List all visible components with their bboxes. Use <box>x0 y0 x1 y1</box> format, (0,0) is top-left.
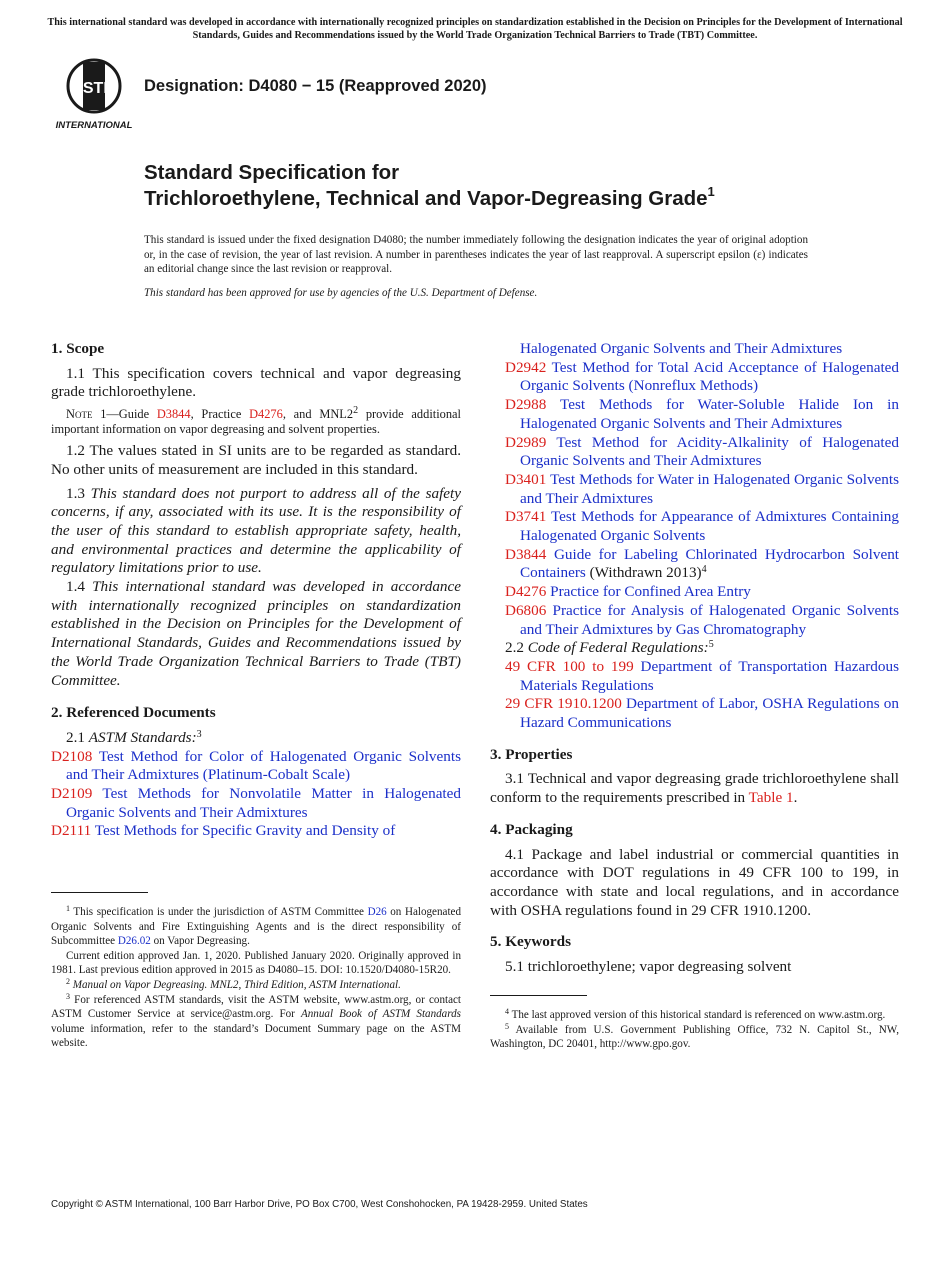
footnote-2: $^2$ Manual on Vapor Degreasing. MNL2, Third Edition, ASTM International. <box>66 976 401 991</box>
reference-item[interactable]: D2109 Test Methods for Nonvolatile Matter in Halogenated Organic Solvents and Their Admixtures <box>51 785 461 821</box>
footnote-5: $^5$ Available from U.S. Government Publishing Office, 732 N. Capitol St., NW, Washington, DC 20401, http://www.gpo.gov. <box>490 1021 899 1051</box>
footnotes-left <box>51 892 461 1051</box>
left-column <box>51 340 462 1050</box>
reference-item[interactable]: D2942 Test Method for Total Acid Acceptance of Halogenated Organic Solvents (Nonreflux Methods) <box>505 358 899 395</box>
footnote-3: $^3$ For referenced ASTM standards, visit the ASTM website, www.astm.org, or contact ASTM Customer Service at service@astm.org. For Annual Book of ASTM Standards volume information, refer to the standard’s Document Summary page on the ASTM website. <box>51 991 461 1050</box>
cfr-item[interactable]: 29 CFR 1910.1200 Department of Labor, OSHA Regulations on Hazard Communications <box>505 695 899 732</box>
link-d3844[interactable]: D3844 <box>156 407 191 422</box>
reference-item[interactable]: D2111 Test Methods for Specific Gravity and Density of <box>51 822 396 840</box>
footnote-1-edition: Current edition approved Jan. 1, 2020. Published January 2020. Originally approved in 1981. Last previous edition approved in 2015 as D4080–15. DOI: 10.1520/D4080-15R20. <box>51 949 461 977</box>
section-heading-properties: 3. Properties <box>490 745 573 763</box>
reference-item[interactable]: D2989 Test Method for Acidity-Alkalinity of Halogenated Organic Solvents and Their Admixtures <box>505 433 899 470</box>
reference-list-left <box>51 748 461 842</box>
logo-text: ASTM <box>71 80 117 97</box>
link-d26[interactable]: D26 <box>367 906 387 918</box>
designation: Designation: D4080 − 15 (Reapproved 2020) <box>144 77 487 95</box>
approval-statement: This standard has been approved for use by agencies of the U.S. Department of Defense. <box>144 287 538 299</box>
footnote-1: $^1$ This specification is under the jurisdiction of ASTM Committee D26 on Halogenated Organic Solvents and Fire Extinguishing Agents and is the direct responsibility of Subcommittee D26.02 on Vapor Degreasing. <box>51 904 461 948</box>
reference-item[interactable]: D3844 Guide for Labeling Chlorinated Hydrocarbon Solvent Containers (Withdrawn 2013)$^4$ <box>505 545 900 582</box>
link-d2602[interactable]: D26.02 <box>117 935 151 948</box>
footnote-rule <box>490 995 587 996</box>
reference-item[interactable]: D3741 Test Methods for Appearance of Admixtures Containing Halogenated Organic Solvents <box>505 508 899 545</box>
title-line-1: Standard Specification for <box>144 161 400 184</box>
page-title <box>144 160 715 212</box>
right-column <box>490 340 900 1051</box>
para-2-1: 2.1 ASTM Standards:$^3$ <box>66 728 202 746</box>
para-2-2: 2.2 Code of Federal Regulations:$^5$ <box>505 639 714 657</box>
note-1: Note 1—Guide D3844, Practice D4276, and $MNL2^2$ provide additional important information on vapor degreasing and solvent properties. <box>51 405 461 437</box>
para-1-1: 1.1 This specification covers technical and vapor degreasing grade trichloroethylene. <box>51 364 461 401</box>
link-d4276[interactable]: D4276 <box>249 407 283 422</box>
top-notice: This international standard was developed in accordance with internationally recognized principles on standardization established in the Decision on Principles for the Development of International Standards, Guides and Recommendations issued by the World Trade Organization Technical Barriers to Trade (TBT) Committee. <box>47 17 903 41</box>
para-1-2: 1.2 The values stated in SI units are to be regarded as standard. No other units of measurement are included in this standard. <box>51 442 461 478</box>
cfr-item[interactable]: 49 CFR 100 to 199 Department of Transportation Hazardous Materials Regulations <box>505 657 899 694</box>
copyright-line: Copyright © ASTM International, 100 Barr Harbor Drive, PO Box C700, West Conshohocken, PA 19428-2959. United States <box>51 1199 588 1210</box>
reference-item[interactable]: D2988 Test Methods for Water-Soluble Halide Ion in Halogenated Organic Solvents and Their Admixtures <box>505 396 899 432</box>
footnote-rule <box>51 892 148 893</box>
para-1-4: 1.4 This international standard was developed in accordance with internationally recognized principles on standardization established in the Decision on Principles for the Development of International Standards, Guides and Recommendations issued by the World Trade Organization Technical Barriers to Trade (TBT) Committee. <box>51 578 462 689</box>
section-heading-packaging: 4. Packaging <box>490 820 573 838</box>
intro-paragraph: This standard is issued under the fixed designation D4080; the number immediately following the designation indicates the year of original adoption or, in the case of revision, the year of last revision. A number in parentheses indicates the year of last reapproval. A superscript epsilon (ε) indicates an editorial change since the last revision or reapproval. <box>144 234 808 276</box>
reference-list-right <box>490 359 899 640</box>
para-3-1: 3.1 Technical and vapor degreasing grade trichloroethylene shall conform to the requirements prescribed in Table 1. <box>490 770 899 807</box>
reference-item[interactable]: D3401 Test Methods for Water in Halogenated Organic Solvents and Their Admixtures <box>505 470 899 507</box>
title-line-2: Trichloroethylene, Technical and Vapor-Degreasing Grade$^1$ <box>144 184 715 210</box>
para-4-1: 4.1 Package and label industrial or commercial quantities in accordance with DOT regulations in 49 CFR 100 to 199, in accordance with state and local regulations, and in accordance with OSHA regulations found in 29 CFR 1910.1200. <box>490 845 899 919</box>
section-heading-referenced: 2. Referenced Documents <box>51 704 216 722</box>
reference-continuation[interactable]: Halogenated Organic Solvents and Their Admixtures <box>520 340 843 357</box>
footnotes-right <box>490 995 899 1052</box>
section-heading-scope: 1. Scope <box>51 340 105 357</box>
astm-logo <box>53 56 135 132</box>
reference-item[interactable]: D6806 Practice for Analysis of Halogenated Organic Solvents and Their Admixtures by Gas Chromatography <box>505 601 900 638</box>
logo-subtext: INTERNATIONAL <box>55 120 133 131</box>
reference-item[interactable]: D2108 Test Method for Color of Halogenated Organic Solvents and Their Admixtures (Platinum-Cobalt Scale) <box>51 747 461 784</box>
link-table-1[interactable]: Table 1 <box>748 789 794 807</box>
footnote-4: $^4$ The last approved version of this historical standard is referenced on www.astm.org. <box>505 1007 886 1021</box>
para-5-1: 5.1 trichloroethylene; vapor degreasing solvent <box>505 958 792 976</box>
section-heading-keywords: 5. Keywords <box>490 933 571 951</box>
cfr-list <box>490 658 899 733</box>
reference-item[interactable]: D4276 Practice for Confined Area Entry <box>505 583 751 601</box>
para-1-3: 1.3 This standard does not purport to address all of the safety concerns, if any, associated with its use. It is the responsibility of the user of this standard to establish appropriate safety, health, and environmental practices and determine the applicability of regulatory limitations prior to use. <box>51 484 462 577</box>
